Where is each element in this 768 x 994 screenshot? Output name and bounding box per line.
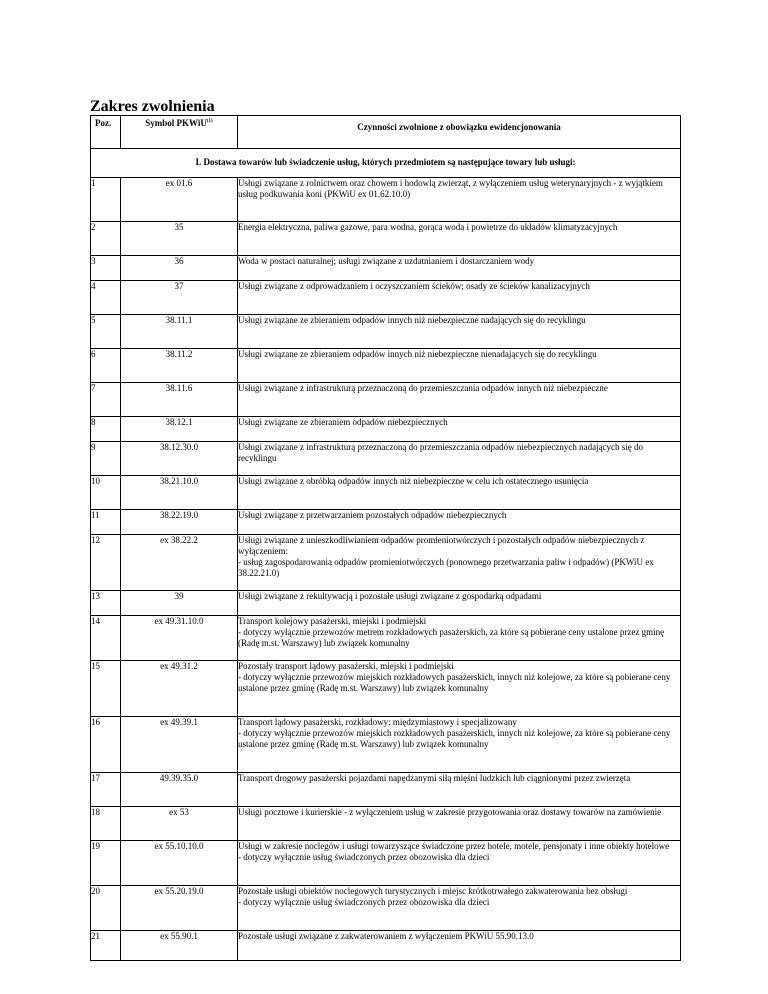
header-row	[91, 116, 681, 149]
header-czynnosci-label: Czynności zwolnione z obowiązku ewidencjonowania	[357, 122, 561, 132]
row-description: Usługi związane z przetwarzaniem pozostałych odpadów niebezpiecznych	[238, 510, 681, 535]
row-poz: 19	[91, 841, 121, 886]
row-poz: 20	[91, 886, 121, 931]
row-poz: 15	[91, 661, 121, 717]
row-description: Usługi związane z infrastrukturą przeznaczoną do przemieszczania odpadów niebezpiecznych nadających się do recyklingu	[238, 442, 681, 476]
row-symbol: 38.21.10.0	[121, 476, 238, 510]
row-poz: 10	[91, 476, 121, 510]
table-row	[91, 535, 681, 591]
table-row	[91, 616, 681, 661]
row-description: Usługi w zakresie noclegów i usługi towarzyszące świadczone przez hotele, motele, pensjonaty i inne obiekty hotelowe - dotyczy wyłącznie usług świadczonych przez obozowiska dla dzieci	[238, 841, 681, 886]
row-description: Pozostałe usługi związane z zakwaterowaniem z wyłączeniem PKWiU 55.90.13.0	[238, 931, 681, 961]
row-description: Usługi związane z odprowadzaniem i oczyszczaniem ścieków; osady ze ścieków kanalizacyjnych	[238, 281, 681, 315]
row-symbol: 38.22.19.0	[121, 510, 238, 535]
row-description: Transport lądowy pasażerski, rozkładowy: międzymiastowy i specjalizowany - dotyczy wyłącznie przewozów miejskich rozkładowych pasażerskich, innych niż kolejowe, za które są pobierane ceny ustalone przez gminę (Radę m.st. Warszawy) lub związek komunalny	[238, 717, 681, 773]
row-poz: 21	[91, 931, 121, 961]
row-description: Usługi związane z infrastrukturą przeznaczoną do przemieszczania odpadów innych niż niebezpieczne	[238, 383, 681, 417]
row-symbol: ex 55.10.10.0	[121, 841, 238, 886]
row-description: Usługi związane ze zbieraniem odpadów innych niż niebezpieczne nienadających się do recyklingu	[238, 349, 681, 383]
row-poz: 8	[91, 417, 121, 442]
row-symbol: 38.12.1	[121, 417, 238, 442]
row-poz: 4	[91, 281, 121, 315]
table-row	[91, 661, 681, 717]
table-row	[91, 256, 681, 281]
table-row	[91, 442, 681, 476]
row-description: Usługi związane z obróbką odpadów innych niż niebezpieczne w celu ich ostatecznego usunięcia	[238, 476, 681, 510]
table-row	[91, 178, 681, 222]
table-row	[91, 476, 681, 510]
row-symbol: 38.11.1	[121, 315, 238, 349]
row-symbol: 49.39.35.0	[121, 773, 238, 807]
row-poz: 16	[91, 717, 121, 773]
row-poz: 6	[91, 349, 121, 383]
row-symbol: ex 55.90.1	[121, 931, 238, 961]
table-row	[91, 349, 681, 383]
exemption-table	[90, 115, 681, 961]
row-poz: 13	[91, 591, 121, 616]
table-row	[91, 383, 681, 417]
table-row	[91, 931, 681, 961]
table-row	[91, 222, 681, 256]
row-symbol: 35	[121, 222, 238, 256]
table-row	[91, 417, 681, 442]
row-symbol: ex 53	[121, 807, 238, 841]
row-symbol: ex 01.6	[121, 178, 238, 222]
table-row	[91, 315, 681, 349]
row-symbol: 37	[121, 281, 238, 315]
row-poz: 5	[91, 315, 121, 349]
row-description: Transport drogowy pasażerski pojazdami napędzanymi siłą mięśni ludzkich lub ciągnionymi przez zwierzęta	[238, 773, 681, 807]
row-poz: 14	[91, 616, 121, 661]
document-title: Zakres zwolnienia	[90, 98, 215, 115]
row-symbol: 38.12.30.0	[121, 442, 238, 476]
row-symbol: ex 38.22.2	[121, 535, 238, 591]
row-poz: 9	[91, 442, 121, 476]
row-description: Usługi związane z rekultywacją i pozostałe usługi związane z gospodarką odpadami	[238, 591, 681, 616]
row-poz: 3	[91, 256, 121, 281]
row-description: Pozostałe usługi obiektów noclegowych turystycznych i miejsc krótkotrwałego zakwaterowania bez obsługi - dotyczy wyłącznie usług świadczonych przez obozowiska dla dzieci	[238, 886, 681, 931]
row-poz: 7	[91, 383, 121, 417]
row-description: Usługi związane z rolnictwem oraz chowem i hodowlą zwierząt, z wyłączeniem usług weterynaryjnych - z wyjątkiem usług podkuwania koni (PKWiU ex 01.62.10.0)	[238, 178, 681, 222]
row-symbol: 39	[121, 591, 238, 616]
table-row	[91, 773, 681, 807]
table-row	[91, 281, 681, 315]
row-poz: 17	[91, 773, 121, 807]
table-row	[91, 807, 681, 841]
table-row	[91, 886, 681, 931]
row-symbol: 38.11.6	[121, 383, 238, 417]
table-row	[91, 717, 681, 773]
row-poz: 12	[91, 535, 121, 591]
row-symbol: ex 55.20.19.0	[121, 886, 238, 931]
row-description: Energia elektryczna, paliwa gazowe, para wodna, gorąca woda i powietrze do układów klimatyzacyjnych	[238, 222, 681, 256]
header-poz	[91, 116, 121, 149]
row-description: Transport kolejowy pasażerski, miejski i podmiejski - dotyczy wyłącznie przewozów metrem rozkładowych pasażerskich, za które są pobierane ceny ustalone przez gminę (Radę m.st. Warszawy) lub związek komunalny	[238, 616, 681, 661]
row-description: Usługi związane ze zbieraniem odpadów niebezpiecznych	[238, 417, 681, 442]
row-poz: 1	[91, 178, 121, 222]
row-poz: 11	[91, 510, 121, 535]
row-symbol: 36	[121, 256, 238, 281]
table-row	[91, 510, 681, 535]
row-description: Usługi związane ze zbieraniem odpadów innych niż niebezpieczne nadających się do recyklingu	[238, 315, 681, 349]
table-row	[91, 591, 681, 616]
table-row	[91, 841, 681, 886]
row-description: Usługi pocztowe i kurierskie - z wyłączeniem usług w zakresie przygotowania oraz dostawy towarów na zamówienie	[238, 807, 681, 841]
row-symbol: ex 49.31.10.0	[121, 616, 238, 661]
row-symbol: ex 49.39.1	[121, 717, 238, 773]
row-description: Pozostały transport lądowy pasażerski, miejski i podmiejski - dotyczy wyłącznie przewozów miejskich rozkładowych pasażerskich, innych niż kolejowe, za które są pobierane ceny ustalone przez gminę (Radę m.st. Warszawy) lub związek komunalny	[238, 661, 681, 717]
row-description: Woda w postaci naturalnej; usługi związane z uzdatnianiem i dostarczaniem wody	[238, 256, 681, 281]
header-symbol-label: Symbol PKWiU	[145, 118, 207, 128]
row-poz: 2	[91, 222, 121, 256]
row-poz: 18	[91, 807, 121, 841]
header-czynnosci	[238, 116, 681, 149]
row-description: Usługi związane z unieszkodliwianiem odpadów promieniotwórczych i pozostałych odpadów niebezpiecznych z wyłączeniem: - usług zagospodarowania odpadów promieniotwórczych (ponownego przetwarzania paliw i odpadów) (PKWiU ex 38.22.21.0)	[238, 535, 681, 591]
header-symbol-footnote: (1)	[206, 119, 213, 124]
section-row	[91, 149, 681, 178]
header-poz-label: Poz.	[95, 118, 112, 128]
section-title: I. Dostawa towarów lub świadczenie usług, których przedmiotem są następujące towary lub usługi:	[91, 149, 681, 178]
row-symbol: ex 49.31.2	[121, 661, 238, 717]
header-symbol	[121, 116, 238, 149]
row-symbol: 38.11.2	[121, 349, 238, 383]
